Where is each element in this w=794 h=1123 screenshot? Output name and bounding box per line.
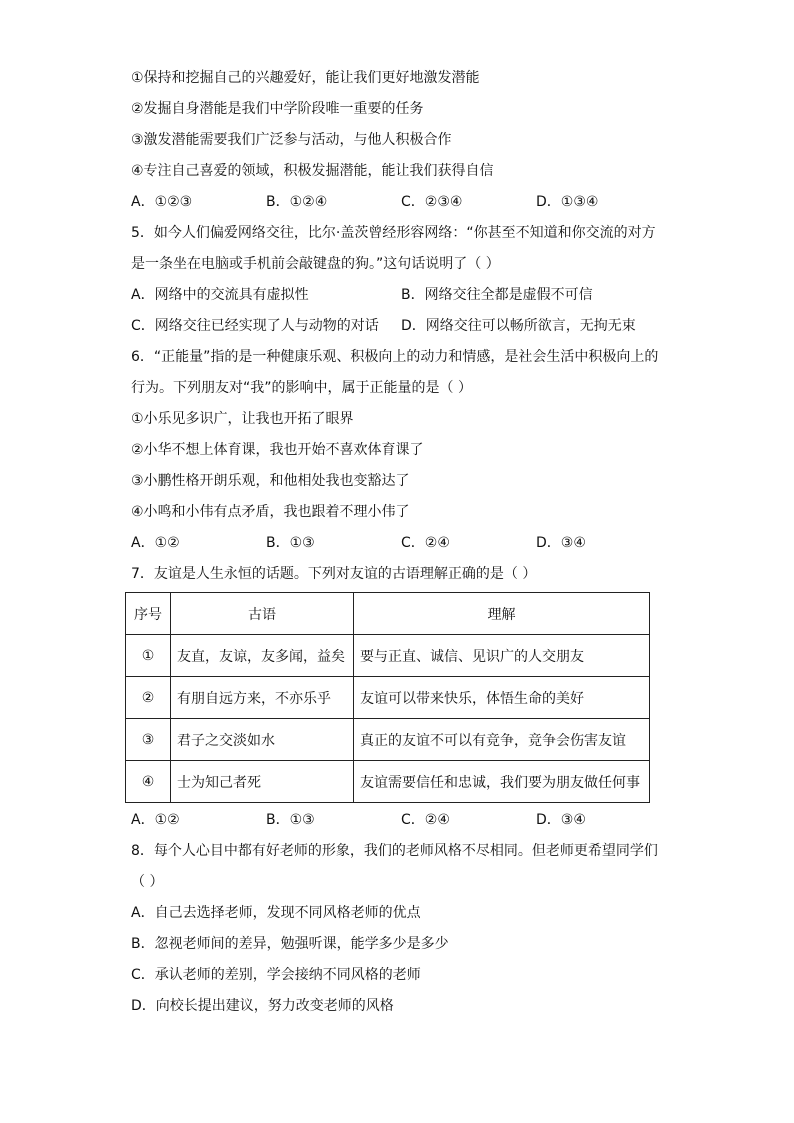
q8-option-b[interactable]: B．忽视老师间的差异，勉强听课，能学多少是多少: [131, 936, 449, 952]
q8-stem-line-2: （ ）: [131, 874, 164, 890]
q6-item-2: ②小华不想上体育课，我也开始不喜欢体育课了: [131, 442, 424, 458]
question-5: [131, 218, 671, 342]
table-cell-saying: 友直，友谅，友多闻，益矣: [171, 635, 354, 677]
q7-stem: 7．友谊是人生永恒的话题。下列对友谊的古语理解正确的是（ ）: [131, 566, 537, 582]
q7-options: [131, 805, 671, 836]
q7-option-a[interactable]: A．①②: [131, 812, 180, 828]
q8-option-c[interactable]: C．承认老师的差别，学会接纳不同风格的老师: [131, 967, 421, 983]
table-cell-saying: 士为知己者死: [171, 761, 354, 803]
question-area: [131, 63, 671, 1022]
q6-item-4: ④小鸣和小伟有点矛盾，我也跟着不理小伟了: [131, 504, 410, 520]
table-row: [126, 761, 650, 803]
q8-stem-line-1: 8．每个人心目中都有好老师的形象，我们的老师风格不尽相同。但老师更希望同学们: [131, 843, 658, 859]
table-header-meaning: 理解: [354, 593, 650, 635]
q5-options-row-2: [131, 311, 671, 342]
q4-option-a[interactable]: A．①②③: [131, 194, 193, 210]
q5-option-b[interactable]: B．网络交往全都是虚假不可信: [401, 287, 593, 303]
table-header-index: 序号: [126, 593, 171, 635]
table-cell-meaning: 友谊可以带来快乐，体悟生命的美好: [354, 677, 650, 719]
q6-option-d[interactable]: D．③④: [536, 535, 586, 551]
question-4: [131, 63, 671, 218]
q7-option-d[interactable]: D．③④: [536, 812, 586, 828]
q5-options-row-1: [131, 280, 671, 311]
q4-option-d[interactable]: D．①③④: [536, 194, 599, 210]
table-cell-saying: 君子之交淡如水: [171, 719, 354, 761]
q7-option-b[interactable]: B．①③: [266, 812, 315, 828]
q6-option-c[interactable]: C．②④: [401, 535, 450, 551]
table-cell-saying: 有朋自远方来，不亦乐乎: [171, 677, 354, 719]
table-row: [126, 677, 650, 719]
question-7: [131, 559, 671, 836]
q5-option-a[interactable]: A．网络中的交流具有虚拟性: [131, 287, 309, 303]
q7-option-c[interactable]: C．②④: [401, 812, 450, 828]
q7-table: [125, 592, 650, 803]
question-8: [131, 836, 671, 1022]
q5-stem-line-2: 是一条坐在电脑或手机前会敲键盘的狗。”这句话说明了（ ）: [131, 256, 500, 272]
table-header-row: [126, 593, 650, 635]
q5-option-c[interactable]: C．网络交往已经实现了人与动物的对话: [131, 318, 379, 334]
q6-item-1: ①小乐见多识广，让我也开拓了眼界: [131, 411, 354, 427]
q6-stem-line-2: 行为。下列朋友对“我”的影响中，属于正能量的是（ ）: [131, 380, 472, 396]
q5-stem-line-1: 5．如今人们偏爱网络交往，比尔·盖茨曾经形容网络：“你甚至不知道和你交流的对方: [131, 225, 656, 241]
question-6: [131, 342, 671, 559]
q6-options: [131, 528, 671, 559]
table-cell-index: ④: [126, 761, 171, 803]
q6-stem-line-1: 6．“正能量”指的是一种健康乐观、积极向上的动力和情感，是社会生活中积极向上的: [131, 349, 659, 365]
table-cell-index: ①: [126, 635, 171, 677]
table-cell-index: ②: [126, 677, 171, 719]
q4-option-b[interactable]: B．①②④: [266, 194, 328, 210]
table-cell-meaning: 友谊需要信任和忠诚，我们要为朋友做任何事: [354, 761, 650, 803]
table-cell-meaning: 要与正直、诚信、见识广的人交朋友: [354, 635, 650, 677]
q6-option-b[interactable]: B．①③: [266, 535, 315, 551]
q4-item-1: ①保持和挖掘自己的兴趣爱好，能让我们更好地激发潜能: [131, 70, 480, 86]
q4-option-c[interactable]: C．②③④: [401, 194, 463, 210]
table-row: [126, 719, 650, 761]
q4-options: [131, 187, 671, 218]
q8-option-a[interactable]: A．自己去选择老师，发现不同风格老师的优点: [131, 905, 421, 921]
q6-item-3: ③小鹏性格开朗乐观，和他相处我也变豁达了: [131, 473, 410, 489]
q6-option-a[interactable]: A．①②: [131, 535, 180, 551]
q4-item-4: ④专注自己喜爱的领域，积极发掘潜能，能让我们获得自信: [131, 163, 494, 179]
q5-option-d[interactable]: D．网络交往可以畅所欲言，无拘无束: [401, 318, 636, 334]
q4-item-2: ②发掘自身潜能是我们中学阶段唯一重要的任务: [131, 101, 424, 117]
table-cell-index: ③: [126, 719, 171, 761]
table-row: [126, 635, 650, 677]
q4-item-3: ③激发潜能需要我们广泛参与活动，与他人积极合作: [131, 132, 452, 148]
table-header-saying: 古语: [171, 593, 354, 635]
table-cell-meaning: 真正的友谊不可以有竞争，竞争会伤害友谊: [354, 719, 650, 761]
q8-option-d[interactable]: D．向校长提出建议，努力改变老师的风格: [131, 998, 394, 1014]
